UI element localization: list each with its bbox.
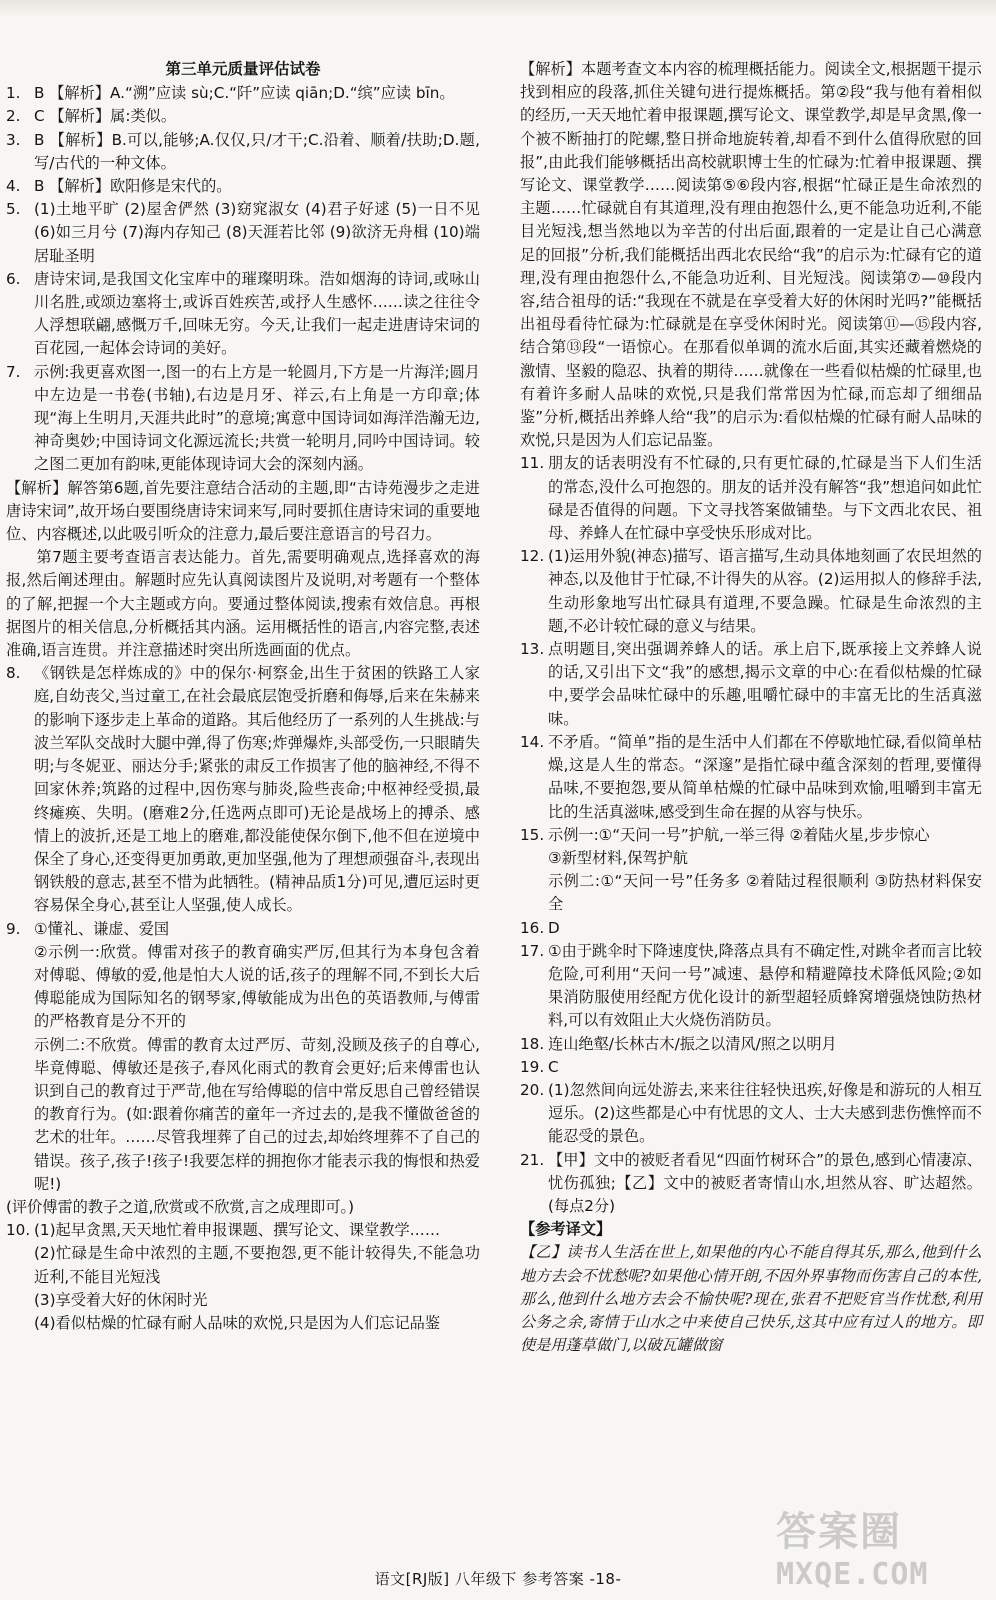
item-number: 7. xyxy=(6,362,21,381)
answer-item xyxy=(520,940,982,1033)
item-line: (1)起早贪黑,天天地忙着申报课题、撰写论文、课堂教学…… xyxy=(34,1221,441,1240)
answer-item xyxy=(6,175,480,198)
item-text: 不矛盾。“简单”指的是生活中人们都在不停歇地忙碌,看似简单枯燥,这是人生的常态。“深邃”是指忙碌中蕴含深刻的哲理,要懂得品味,不要抱怨,要从简单枯燥的忙碌中品味到欢愉,咀嚼到丰富无比的生活真滋味,感受到生命在握的从容与快乐。 xyxy=(548,732,982,821)
item-line: 示例一:①“天问一号”护航,一举三得 ②着陆火星,步步惊心 xyxy=(548,825,930,844)
item-line: (2)忙碌是生命中浓烈的主题,不要抱怨,更不能计较得失,不能急功近利,不能目光短浅 xyxy=(34,1244,480,1286)
item-text: B 【解析】B.可以,能够;A.仅仅,只/才干;C.沿着、顺着/扶助;D.题,写/古代的一种文体。 xyxy=(34,130,480,172)
left-column xyxy=(6,58,480,1335)
item-line: ①懂礼、谦虚、爱国 xyxy=(34,919,170,938)
item-text: 示例:我更喜欢图一,图一的右上方是一轮圆月,下方是一片海洋;圆月中左边是一书卷(书轴),右边是月牙、祥云,右上角是一方印章;体现“海上生明月,天涯共此时”的意境;寓意中国诗词如海洋浩瀚无边,神奇奥妙;中国诗词文化源远流长;共赏一轮明月,同吟中国诗词。较之图二更加有韵味,更能体现诗词大会的深刻内涵。 xyxy=(34,362,480,474)
item-text: C 【解析】属:类似。 xyxy=(34,107,177,126)
answer-item xyxy=(520,638,982,731)
reference-translation-text: 【乙】读书人生活在世上,如果他的内心不能自得其乐,那么,他到什么地方去会不忧愁呢?如果他心情开朗,不因外界事物而伤害自己的本性,那么,他到什么地方去会不愉快呢?现在,张君不把贬官当作忧愁,利用公务之余,寄情于山水之中来使自己快乐,这其中应有过人的地方。即使是用蓬草做门,以破瓦罐做窗 xyxy=(520,1243,982,1355)
answer-item xyxy=(6,361,480,477)
item-line: 示例二:不欣赏。傅雷的教育太过严厉、苛刻,没顾及孩子的自尊心,毕竟傅聪、傅敏还是孩子,春风化雨式的教育会更好;后来傅雷也认识到自己的教育过于严苛,他在写给傅聪的信中常反思自己曾经错误的教育行为。(如:跟着你痛苦的童年一齐过去的,是我不懂做爸爸的艺术的壮年。……尽管我埋葬了自己的过去,却始终埋葬不了自己的错误。孩子,孩子!孩子!我要怎样的拥抱你才能表示我的悔恨和热爱呢!) xyxy=(34,1035,480,1193)
item-number: 4. xyxy=(6,177,21,196)
item-text: 唐诗宋词,是我国文化宝库中的璀璨明珠。浩如烟海的诗词,或咏山川名胜,或颂边塞将士,或诉百姓疾苦,或抒人生感怀……读之往往令人浮想联翩,感慨万千,回味无穷。今天,让我们一起走进唐诗宋词的百花园,一起体会诗词的美好。 xyxy=(34,269,480,358)
item-text xyxy=(34,1219,480,1335)
grading-note: (评价傅雷的教子之道,欣赏或不欣赏,言之成理即可。) xyxy=(6,1197,355,1216)
item-number: 5. xyxy=(6,200,21,219)
watermark-logo: 答案圈 xyxy=(776,1509,902,1555)
item-text: 朋友的话表明没有不忙碌的,只有更忙碌的,忙碌是当下人们生活的常态,没什么可抱怨的。朋友的话并没有解答“我”想追问如此忙碌是否值得的问题。下文寻找答案做铺垫。与下文西北农民、祖母、养蜂人在忙碌中享受快乐形成对比。 xyxy=(548,454,982,543)
item-number: 15. xyxy=(520,825,545,844)
item-number: 14. xyxy=(520,732,545,751)
item-number: 12. xyxy=(520,547,545,566)
item-text: 连山绝壑/长林古木/振之以清风/照之以明月 xyxy=(548,1034,837,1053)
item-text: (1)土地平旷 (2)屋舍俨然 (3)窈窕淑女 (4)君子好逑 (5)一日不见 (6)如三月兮 (7)海内存知己 (8)天涯若比邻 (9)欲济无舟楫 (10)端居耻圣明 xyxy=(34,200,480,265)
answer-item xyxy=(520,1033,982,1056)
item-text: B 【解析】欧阳修是宋代的。 xyxy=(34,177,232,196)
item-number: 2. xyxy=(6,107,21,126)
answer-item xyxy=(6,105,480,128)
item-text: D xyxy=(548,918,560,937)
answer-item xyxy=(6,129,480,175)
item-number: 3. xyxy=(6,130,21,149)
item-line: (4)看似枯燥的忙碌有耐人品味的欢悦,只是因为人们忘记品鉴 xyxy=(34,1313,441,1332)
item-number: 9. xyxy=(6,919,21,938)
answer-item xyxy=(520,1149,982,1219)
right-column xyxy=(520,58,982,1357)
item-line: (3)享受着大好的休闲时光 xyxy=(34,1290,208,1309)
item-number: 13. xyxy=(520,640,545,659)
item-text: 点明题目,突出强调养蜂人的话。承上启下,既承接上文养蜂人说的话,又引出下文“我”的感想,揭示文章的中心:在看似枯燥的忙碌中,要学会品味忙碌中的乐趣,咀嚼忙碌中的丰富无比的生活真滋味。 xyxy=(548,640,982,728)
item-number: 18. xyxy=(520,1034,545,1053)
answer-item xyxy=(520,1079,982,1149)
item-number: 6. xyxy=(6,269,21,288)
answer-item xyxy=(6,268,480,361)
answer-item xyxy=(520,917,982,940)
answer-item xyxy=(520,452,982,545)
answer-item xyxy=(520,545,982,638)
section-title: 第三单元质量评估试卷 xyxy=(165,60,321,78)
item-number: 8. xyxy=(6,664,21,683)
item-number: 16. xyxy=(520,918,545,937)
reference-translation-heading: 【参考译文】 xyxy=(520,1220,612,1239)
answer-item xyxy=(6,198,480,268)
item-text: (1)运用外貌(神态)描写、语言描写,生动具体地刻画了农民坦然的神态,以及他甘于忙碌,不计得失的从容。(2)运用拟人的修辞手法,生动形象地写出忙碌具有道理,不要急躁。忙碌是生命浓烈的主题,不必计较忙碌的意义与结果。 xyxy=(548,547,982,635)
item-text: ①由于跳伞时下降速度快,降落点具有不确定性,对跳伞者而言比较危险,可利用“天问一号”减速、悬停和精避障技术降低风险;②如果消防服使用经配方优化设计的新型超轻质蜂窝增强烧蚀防热材料,可以有效阻止大火烧伤消防员。 xyxy=(548,941,982,1030)
item-number: 11. xyxy=(520,454,545,473)
answer-item xyxy=(6,662,480,917)
page-footer: 语文[RJ版] 八年级下 参考答案 -18- xyxy=(374,1570,622,1588)
item-line: ③新型材料,保驾护航 xyxy=(548,848,688,867)
item-text: 《钢铁是怎样炼成的》中的保尔·柯察金,出生于贫困的铁路工人家庭,自幼丧父,当过童工,在社会最底层饱受折磨和侮辱,后来在朱赫来的影响下逐步走上革命的道路。其后他经历了一系列的人生挑战:与波兰军队交战时大腿中弹,得了伤寒;炸弹爆炸,头部受伤,一只眼睛失明;与冬妮亚、丽达分手;紧张的肃反工作损害了他的脑神经,不得不回家休养;筑路的过程中,因伤寒与肺炎,险些丧命;中枢神经受损,最终瘫痪、失明。(磨难2分,任选两点即可)无论是战场上的搏杀、感情上的波折,还是工地上的磨难,都没能使保尔倒下,他不但在逆境中保全了身心,还变得更加勇敢,更加坚强,他为了理想顽强奋斗,表现出钢铁般的意志,甚至不惜为此牺牲。(精神品质1分)可见,遭厄运时更容易保全身心,甚至让人坚强,使人成长。 xyxy=(34,664,480,915)
answer-item xyxy=(6,1219,480,1335)
answer-item xyxy=(520,824,982,917)
top-edge-shade xyxy=(0,0,996,18)
item-text: C xyxy=(548,1057,559,1076)
answer-item xyxy=(520,731,982,824)
item-number: 10. xyxy=(6,1221,31,1240)
item-text: (1)忽然间向远处游去,来来往往轻快迅疾,好像是和游玩的人相互逗乐。(2)这些都是心中有忧思的文人、士大夫感到悲伤憔悴而不能忍受的景色。 xyxy=(548,1080,982,1146)
item-number: 21. xyxy=(520,1150,545,1169)
item-number: 19. xyxy=(520,1057,545,1076)
answer-item xyxy=(6,82,480,105)
item-text xyxy=(548,824,982,917)
item-text xyxy=(34,918,480,1196)
item-line: 示例二:①“天问一号”任务多 ②着陆过程很顺利 ③防热材料保安全 xyxy=(548,872,982,914)
item-number: 1. xyxy=(6,84,21,103)
analysis-paragraph: 第7题主要考查语言表达能力。首先,需要明确观点,选择喜欢的海报,然后阐述理由。解题时应先认真阅读图片及说明,对考题有一个整体的了解,把握一个大主题或方向。要通过整体阅读,搜索有效信息。再根据图片的相关信息,分析概括其内涵。运用概括性的语言,内容完整,表述准确,语言连贯。并注意描述时突出所选画面的优点。 xyxy=(6,548,480,660)
answer-item xyxy=(6,918,480,1196)
item-line: ②示例一:欣赏。傅雷对孩子的教育确实严厉,但其行为本身包含着对傅聪、傅敏的爱,他是怕大人说的话,孩子的理解不同,不到长大后傅聪能成为国际知名的钢琴家,傅敏能成为出色的英语教师,与傅雷的严格教育是分不开的 xyxy=(34,942,480,1031)
analysis-paragraph: 【解析】本题考查文本内容的梳理概括能力。阅读全文,根据题干提示找到相应的段落,抓住关键句进行提炼概括。第②段“我与他有着相似的经历,一天天地忙着申报课题,撰写论文、课堂教学,却是早贪黑,像一个被不断抽打的陀螺,整日拼命地旋转着,却看不到什么值得欣慰的回报”,由此我们能够概括出高校就职博士生的忙碌为:忙着申报课题、撰写论文、课堂教学……阅读第⑤⑥段内容,根据“忙碌正是生命浓烈的主题……忙碌就自有其道理,没有理由抱怨什么,更不能急功近利,不能目光短浅,想当然地以为辛苦的付出后面,跟着的一定是让自己心满意足的回报”分析,我们能概括出西北农民给“我”的启示为:忙碌有它的道理,没有理由抱怨什么,不能急功近利、目光短浅。阅读第⑦—⑩段内容,结合祖母的话:“我现在不就是在享受着大好的休闲时光吗?”能概括出祖母看待忙碌为:忙碌就是在享受休闲时光。阅读第⑪—⑮段内容,结合第⑬段“一语惊心。在那看似单调的流水后面,其实还藏着燃烧的激情、坚毅的隐忍、执着的期待……就像在一些看似枯燥的忙碌里,也有着许多耐人品味的欢悦,只是我们常常因为忙碌,而忘却了细细品鉴”分析,概括出养蜂人给“我”的启示为:看似枯燥的忙碌有耐人品味的欢悦,只是因为人们忘记品鉴。 xyxy=(520,60,982,450)
item-number: 20. xyxy=(520,1080,545,1099)
item-text: 【甲】文中的被贬者看见“四面竹树环合”的景色,感到心情凄凉、忧伤孤独;【乙】文中的被贬者寄情山水,坦然从容、旷达超然。(每点2分) xyxy=(548,1150,982,1215)
item-text: B 【解析】A.“溯”应读 sù;C.“阡”应读 qiān;D.“缤”应读 bīn。 xyxy=(34,84,455,103)
item-number: 17. xyxy=(520,941,545,960)
answer-item xyxy=(520,1056,982,1079)
watermark-url: MXQE.COM xyxy=(776,1557,929,1592)
watermark xyxy=(776,1500,966,1592)
analysis-paragraph: 【解析】解答第6题,首先要注意结合活动的主题,即“古诗苑漫步之走进唐诗宋词”,故开场白要围绕唐诗宋词来写,同时要抓住唐诗宋词的重要地位、内容概述,以此吸引听众的注意力,最后要注意语言的号召力。 xyxy=(6,478,480,544)
